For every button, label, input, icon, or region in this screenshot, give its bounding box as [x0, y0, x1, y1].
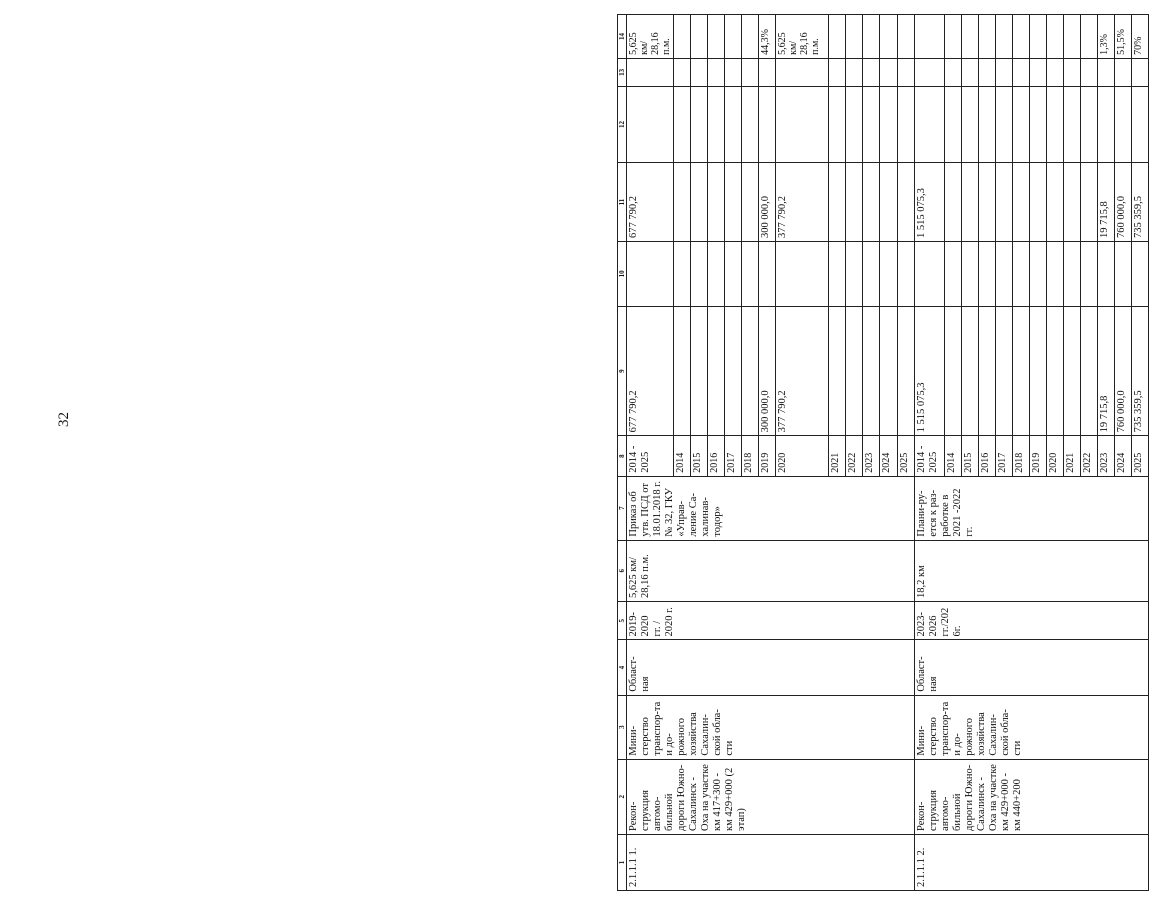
col-12 [995, 86, 1012, 162]
year-cell: 2020 [1046, 436, 1063, 476]
year-regional-funds [880, 163, 897, 242]
col-10 [776, 241, 829, 306]
year-cell: 2021 [829, 436, 846, 476]
col-12 [742, 86, 759, 162]
col-13 [897, 58, 914, 86]
col-10 [1012, 241, 1029, 306]
total-cost: 677 790,2 [627, 306, 674, 436]
col-13 [1012, 58, 1029, 86]
column-header-3: 3 [618, 695, 627, 759]
col-10 [1131, 241, 1148, 306]
year-cell: 2015 [691, 436, 708, 476]
column-number-row [618, 15, 627, 891]
year-cell: 2025 [897, 436, 914, 476]
col-13 [1097, 58, 1114, 86]
year-readiness [725, 15, 742, 59]
col-13 [829, 58, 846, 86]
year-readiness [863, 15, 880, 59]
year-readiness [708, 15, 725, 59]
program-table [617, 14, 1149, 891]
col-13 [1114, 58, 1131, 86]
col-10 [627, 241, 674, 306]
col-10 [708, 241, 725, 306]
year-readiness: 70% [1131, 15, 1148, 59]
year-cell: 2014 [944, 436, 961, 476]
ownership-status: Област-ная [914, 640, 1148, 695]
col-10 [725, 241, 742, 306]
year-cell: 2017 [725, 436, 742, 476]
col-10 [846, 241, 863, 306]
rotated-table-container [617, 14, 1149, 891]
column-header-5: 5 [618, 601, 627, 640]
year-readiness [674, 15, 691, 59]
year-regional-funds [863, 163, 880, 242]
col-10 [995, 241, 1012, 306]
col-13 [1029, 58, 1046, 86]
column-header-8: 8 [618, 436, 627, 476]
object-name: Рекон-струкция автомо-бильной дороги Южно-Сахалинск - Оха на участке км 429+000 - км 440+200 [914, 759, 1148, 834]
approval-document: Плани-ру-ется к раз-работке в 2021 -2022 гг. [914, 476, 1148, 540]
col-13 [1063, 58, 1080, 86]
col-12 [725, 86, 742, 162]
year-regional-funds [708, 163, 725, 242]
item-number: 2.1.1.1 2. [914, 834, 1148, 890]
year-cost [725, 306, 742, 436]
year-regional-funds [1063, 163, 1080, 242]
approval-document: Приказ об утв. ПСД от 18.01.2018 г. № 32, ГКУ «Управ-ление Са-халинав-тодор» [627, 476, 915, 540]
year-readiness [1063, 15, 1080, 59]
col-12 [978, 86, 995, 162]
total-regional-funds: 677 790,2 [627, 163, 674, 242]
col-10 [1063, 241, 1080, 306]
year-readiness [1046, 15, 1063, 59]
year-regional-funds [1046, 163, 1063, 242]
year-cost [1029, 306, 1046, 436]
year-readiness [1080, 15, 1097, 59]
col-10 [944, 241, 961, 306]
page-number: 32 [56, 412, 72, 427]
year-regional-funds [944, 163, 961, 242]
construction-period: 2023-2026 гг./202 6г. [914, 601, 1148, 640]
col-10 [829, 241, 846, 306]
col-10 [1097, 241, 1114, 306]
column-header-9: 9 [618, 306, 627, 436]
year-readiness: 5,625 км/ 28,16 п.м. [776, 15, 829, 59]
year-regional-funds [1080, 163, 1097, 242]
col-13 [742, 58, 759, 86]
year-cell: 2021 [1063, 436, 1080, 476]
col-12 [776, 86, 829, 162]
col-10 [759, 241, 776, 306]
col-10 [1080, 241, 1097, 306]
col-12 [880, 86, 897, 162]
year-cell: 2025 [1131, 436, 1148, 476]
year-cost [944, 306, 961, 436]
col-13 [880, 58, 897, 86]
col-10 [961, 241, 978, 306]
year-cost [978, 306, 995, 436]
col-13 [759, 58, 776, 86]
col-12 [1046, 86, 1063, 162]
col-12 [829, 86, 846, 162]
capacity: 5,625 км/ 28,16 п.м. [627, 540, 915, 601]
year-readiness [829, 15, 846, 59]
col-13 [1046, 58, 1063, 86]
col-13 [846, 58, 863, 86]
year-regional-funds: 760 000,0 [1114, 163, 1131, 242]
year-regional-funds [846, 163, 863, 242]
col-10 [742, 241, 759, 306]
year-cost [846, 306, 863, 436]
col-12 [627, 86, 674, 162]
col-10 [1029, 241, 1046, 306]
year-regional-funds [1012, 163, 1029, 242]
col-12 [944, 86, 961, 162]
col-13 [1080, 58, 1097, 86]
year-cell: 2014 [674, 436, 691, 476]
year-readiness: 44,3% [759, 15, 776, 59]
year-regional-funds [897, 163, 914, 242]
column-header-14: 14 [618, 15, 627, 59]
col-12 [674, 86, 691, 162]
col-12 [759, 86, 776, 162]
col-12 [691, 86, 708, 162]
col-13 [674, 58, 691, 86]
year-cost: 377 790,2 [776, 306, 829, 436]
col-10 [1114, 241, 1131, 306]
col-10 [1046, 241, 1063, 306]
year-regional-funds [691, 163, 708, 242]
year-cost [742, 306, 759, 436]
year-readiness [691, 15, 708, 59]
year-readiness [1029, 15, 1046, 59]
total-period: 2014 - 2025 [627, 436, 674, 476]
column-header-2: 2 [618, 759, 627, 834]
year-regional-funds [1029, 163, 1046, 242]
col-12 [914, 86, 944, 162]
col-12 [1063, 86, 1080, 162]
column-header-11: 11 [618, 163, 627, 242]
col-12 [1080, 86, 1097, 162]
col-13 [914, 58, 944, 86]
year-cost [674, 306, 691, 436]
year-cell: 2022 [846, 436, 863, 476]
col-13 [725, 58, 742, 86]
year-cell: 2017 [995, 436, 1012, 476]
total-readiness [914, 15, 944, 59]
year-cell: 2016 [978, 436, 995, 476]
year-cost [897, 306, 914, 436]
customer: Мини-стерство транспор-та и до-рожного хозяйства Сахалин-ской обла-сти [627, 695, 915, 759]
col-10 [691, 241, 708, 306]
year-cell: 2023 [1097, 436, 1114, 476]
year-cell: 2022 [1080, 436, 1097, 476]
total-regional-funds: 1 515 075,3 [914, 163, 944, 242]
year-cell: 2020 [776, 436, 829, 476]
column-header-7: 7 [618, 476, 627, 540]
year-cell: 2018 [1012, 436, 1029, 476]
year-cost: 300 000,0 [759, 306, 776, 436]
year-readiness: 51,5% [1114, 15, 1131, 59]
year-cell: 2024 [880, 436, 897, 476]
table-body [627, 15, 1149, 891]
col-10 [914, 241, 944, 306]
col-12 [863, 86, 880, 162]
year-readiness [846, 15, 863, 59]
year-cost: 760 000,0 [1114, 306, 1131, 436]
customer: Мини-стерство транспор-та и до-рожного хозяйства Сахалин-ской обла-сти [914, 695, 1148, 759]
col-12 [961, 86, 978, 162]
year-regional-funds [674, 163, 691, 242]
year-cost [863, 306, 880, 436]
col-12 [1131, 86, 1148, 162]
year-cost [691, 306, 708, 436]
col-12 [897, 86, 914, 162]
year-regional-funds [829, 163, 846, 242]
year-cell: 2015 [961, 436, 978, 476]
year-regional-funds [725, 163, 742, 242]
year-cell: 2016 [708, 436, 725, 476]
col-13 [627, 58, 674, 86]
col-12 [1114, 86, 1131, 162]
year-cost [880, 306, 897, 436]
total-period: 2014 - 2025 [914, 436, 944, 476]
year-readiness [995, 15, 1012, 59]
col-12 [708, 86, 725, 162]
year-readiness [880, 15, 897, 59]
year-regional-funds: 735 359,5 [1131, 163, 1148, 242]
col-13 [776, 58, 829, 86]
ownership-status: Област-ная [627, 640, 915, 695]
year-cell: 2023 [863, 436, 880, 476]
year-readiness: 1,3% [1097, 15, 1114, 59]
table-row [914, 15, 944, 891]
object-name: Рекон-струкция автомо-бильной дороги Южно-Сахалинск - Оха на участке км 417+300 - км 429+000 (2 этап) [627, 759, 915, 834]
year-cost [1080, 306, 1097, 436]
year-cost [1046, 306, 1063, 436]
column-header-10: 10 [618, 241, 627, 306]
col-10 [880, 241, 897, 306]
total-cost: 1 515 075,3 [914, 306, 944, 436]
col-13 [708, 58, 725, 86]
column-header-4: 4 [618, 640, 627, 695]
total-readiness: 5,625 км/ 28,16 п.м. [627, 15, 674, 59]
capacity: 18,2 км [914, 540, 1148, 601]
construction-period: 2019-2020 гг. / 2020 г. [627, 601, 915, 640]
item-number: 2.1.1.1 1. [627, 834, 915, 890]
year-readiness [742, 15, 759, 59]
year-regional-funds [995, 163, 1012, 242]
col-10 [978, 241, 995, 306]
year-cost [829, 306, 846, 436]
col-12 [1097, 86, 1114, 162]
year-regional-funds: 300 000,0 [759, 163, 776, 242]
col-13 [1131, 58, 1148, 86]
col-13 [944, 58, 961, 86]
year-cell: 2019 [1029, 436, 1046, 476]
year-regional-funds [961, 163, 978, 242]
year-readiness [978, 15, 995, 59]
col-13 [995, 58, 1012, 86]
col-13 [978, 58, 995, 86]
col-10 [897, 241, 914, 306]
year-cell: 2018 [742, 436, 759, 476]
col-12 [1012, 86, 1029, 162]
col-13 [961, 58, 978, 86]
year-cost [995, 306, 1012, 436]
year-readiness [961, 15, 978, 59]
year-cost: 735 359,5 [1131, 306, 1148, 436]
year-readiness [897, 15, 914, 59]
col-10 [863, 241, 880, 306]
col-12 [1029, 86, 1046, 162]
year-readiness [1012, 15, 1029, 59]
year-cost [1063, 306, 1080, 436]
table-row [627, 15, 674, 891]
col-10 [674, 241, 691, 306]
column-header-1: 1 [618, 834, 627, 890]
year-cell: 2019 [759, 436, 776, 476]
col-12 [846, 86, 863, 162]
column-header-12: 12 [618, 86, 627, 162]
year-cell: 2024 [1114, 436, 1131, 476]
year-cost: 19 715,8 [1097, 306, 1114, 436]
year-cost [1012, 306, 1029, 436]
year-regional-funds [978, 163, 995, 242]
year-regional-funds [742, 163, 759, 242]
col-13 [863, 58, 880, 86]
year-regional-funds: 19 715,8 [1097, 163, 1114, 242]
column-header-13: 13 [618, 58, 627, 86]
column-header-6: 6 [618, 540, 627, 601]
year-cost [708, 306, 725, 436]
col-13 [691, 58, 708, 86]
year-regional-funds: 377 790,2 [776, 163, 829, 242]
year-cost [961, 306, 978, 436]
year-readiness [944, 15, 961, 59]
